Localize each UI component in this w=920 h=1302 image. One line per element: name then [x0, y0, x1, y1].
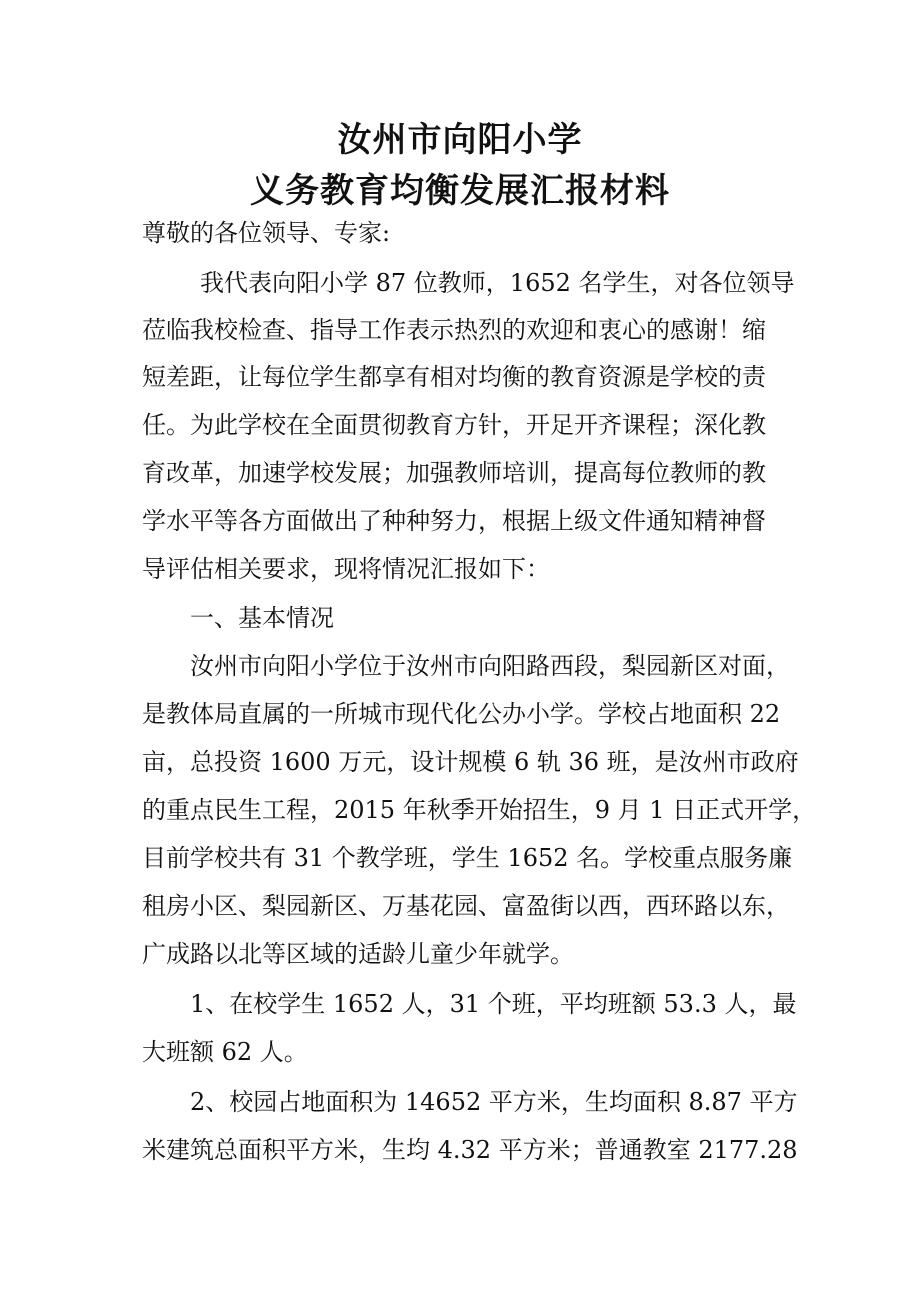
basic-info-line: 汝州市向阳小学位于汝州市向阳路西段，梨园新区对面，: [190, 652, 790, 680]
intro-line: 莅临我校检查、指导工作表示热烈的欢迎和衷心的感谢！缩: [142, 316, 766, 344]
intro-line: 短差距，让每位学生都享有相对均衡的教育资源是学校的责: [142, 363, 766, 391]
list-item: 米建筑总面积平方米，生均 4.32 平方米；普通教室 2177.28: [142, 1136, 798, 1164]
salutation: 尊敬的各位领导、专家:: [142, 219, 391, 247]
section-heading: 一、基本情况: [190, 604, 334, 632]
document-title-school: 汝州市向阳小学: [337, 120, 583, 160]
basic-info-line: 是教体局直属的一所城市现代化公办小学。学校占地面积 22: [142, 700, 781, 728]
basic-info-line: 亩，总投资 1600 万元，设计规模 6 轨 36 班，是汝州市政府: [142, 748, 799, 776]
intro-line: 任。为此学校在全面贯彻教育方针，开足开齐课程；深化教: [142, 411, 766, 439]
basic-info-line: 目前学校共有 31 个教学班，学生 1652 名。学校重点服务廉: [142, 844, 793, 872]
intro-line: 学水平等各方面做出了种种努力，根据上级文件通知精神督: [142, 507, 766, 535]
list-item: 1、在校学生 1652 人，31 个班，平均班额 53.3 人，最: [190, 990, 797, 1018]
intro-line: 育改革，加速学校发展；加强教师培训，提高每位教师的教: [142, 459, 766, 487]
list-item: 大班额 62 人。: [142, 1038, 308, 1066]
intro-line: 我代表向阳小学 87 位教师，1652 名学生，对各位领导: [200, 269, 795, 297]
document-title-report: 义务教育均衡发展汇报材料: [250, 171, 670, 211]
basic-info-line: 广成路以北等区域的适龄儿童少年就学。: [142, 940, 574, 968]
basic-info-line: 的重点民生工程，2015 年秋季开始招生，9 月 1 日正式开学，: [142, 796, 817, 824]
intro-line: 导评估相关要求，现将情况汇报如下：: [142, 555, 550, 583]
list-item: 2、校园占地面积为 14652 平方米，生均面积 8.87 平方: [190, 1088, 798, 1116]
basic-info-line: 租房小区、梨园新区、万基花园、富盈街以西，西环路以东，: [142, 892, 790, 920]
